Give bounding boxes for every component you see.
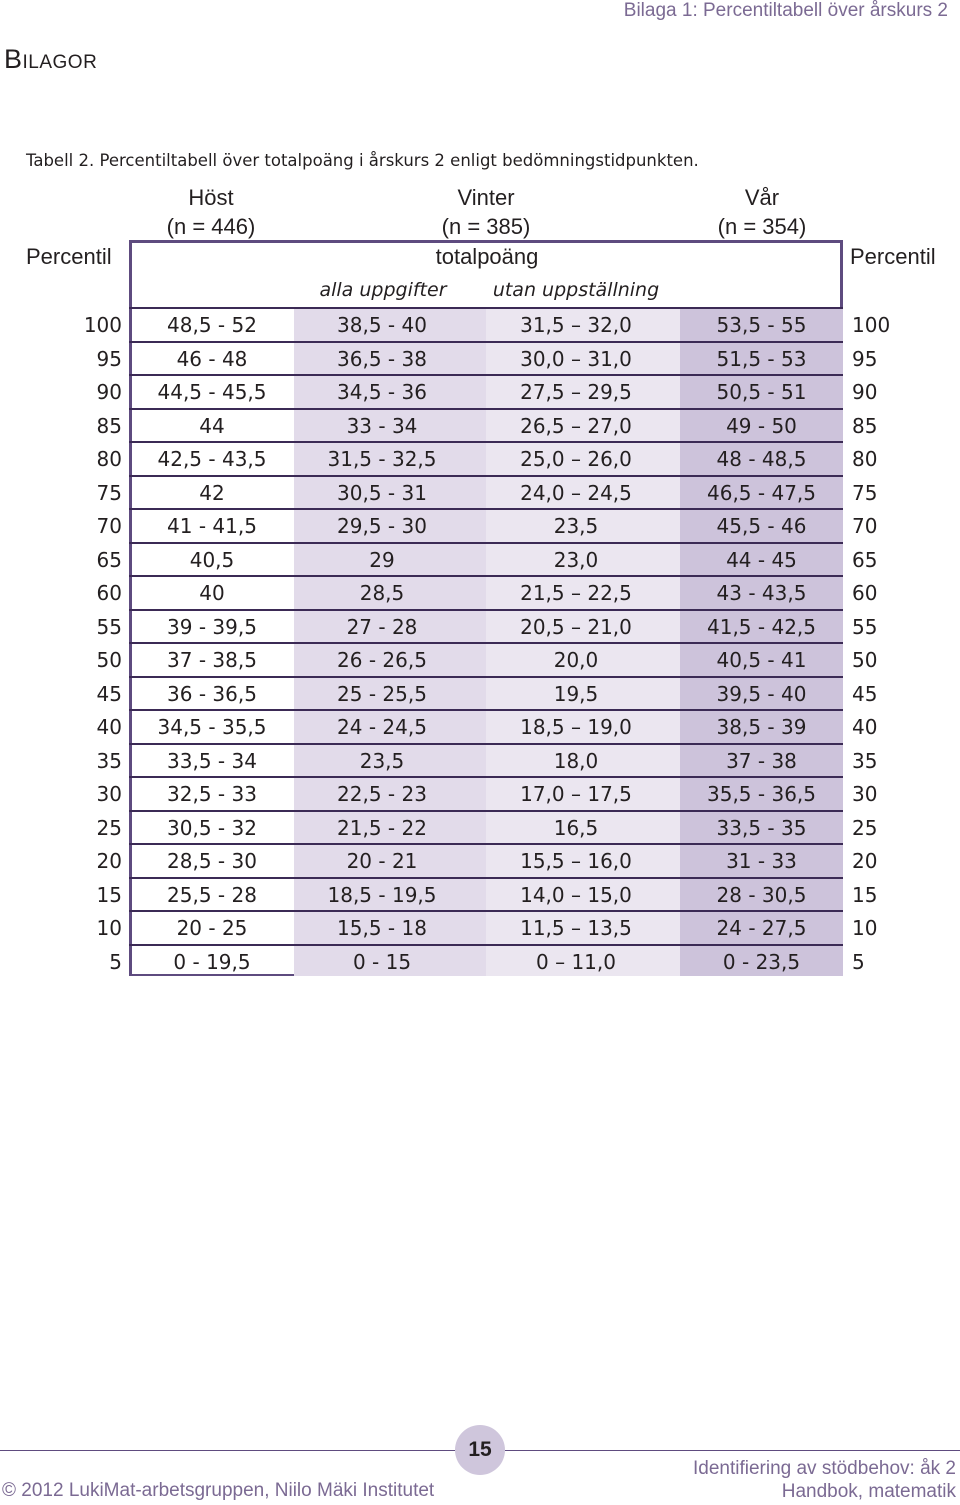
- percentile-left-cell: 15: [96, 882, 122, 907]
- host-cell: 28,5 - 30: [167, 849, 257, 873]
- percentile-left-cell: 90: [96, 380, 122, 404]
- page-number-badge: 15: [455, 1425, 505, 1475]
- utan-uppstallning-cell: 16,5: [553, 815, 599, 840]
- subhead-alla-uppgifter: alla uppgifter: [319, 279, 447, 301]
- season-header-var: [682, 183, 842, 241]
- host-cell: 25,5 - 28: [167, 882, 257, 907]
- percentile-left-cell: 100: [83, 313, 122, 337]
- var-cell: 38,5 - 39: [716, 715, 807, 739]
- percentile-right-cell: 70: [852, 514, 878, 538]
- percentile-right-cell: 100: [852, 313, 891, 337]
- percentile-right-cell: 90: [852, 380, 878, 404]
- host-cell: 30,5 - 32: [167, 815, 257, 840]
- season-header-host: [131, 183, 291, 241]
- percentile-right-cell: 30: [852, 782, 878, 806]
- host-cell: 40,5: [189, 547, 235, 572]
- percentile-left-cell: 85: [96, 413, 122, 438]
- percentile-left-cell: 55: [96, 614, 122, 639]
- utan-uppstallning-cell: 26,5 – 27,0: [520, 413, 632, 438]
- running-head: Bilaga 1: Percentiltabell över årskurs 2: [623, 0, 948, 21]
- host-cell: 40: [199, 581, 225, 605]
- utan-uppstallning-cell: 27,5 – 29,5: [520, 380, 632, 404]
- percentile-right-cell: 5: [852, 949, 865, 974]
- utan-uppstallning-cell: 30,0 – 31,0: [520, 346, 632, 371]
- totalpoang-label: totalpoäng: [435, 244, 539, 269]
- host-cell: 46 - 48: [176, 346, 248, 371]
- utan-uppstallning-cell: 19,5: [553, 681, 599, 706]
- season-n: (n = 354): [717, 214, 807, 239]
- alla-uppgifter-cell: 36,5 - 38: [337, 346, 427, 371]
- alla-uppgifter-cell: 27 - 28: [346, 614, 418, 639]
- utan-uppstallning-cell: 21,5 – 22,5: [520, 581, 632, 605]
- alla-uppgifter-cell: 21,5 - 22: [337, 815, 427, 840]
- percentile-right-cell: 80: [852, 447, 878, 471]
- percentile-left-cell: 40: [96, 715, 122, 739]
- alla-uppgifter-cell: 25 - 25,5: [337, 681, 427, 706]
- percentile-left-cell: 5: [109, 949, 122, 974]
- alla-uppgifter-cell: 29: [369, 547, 395, 572]
- utan-uppstallning-cell: 0 – 11,0: [536, 949, 616, 974]
- footer-rule-right: [505, 1450, 960, 1451]
- var-cell: 40,5 - 41: [716, 648, 807, 672]
- var-cell: 39,5 - 40: [716, 681, 807, 706]
- var-cell: 41,5 - 42,5: [707, 614, 816, 639]
- percentile-right-cell: 25: [852, 815, 878, 840]
- host-cell: 0 - 19,5: [173, 949, 251, 974]
- utan-uppstallning-cell: 20,5 – 21,0: [520, 614, 632, 639]
- alla-uppgifter-cell: 0 - 15: [352, 949, 412, 974]
- percentile-right-cell: 55: [852, 614, 878, 639]
- host-cell: 44: [199, 413, 225, 438]
- var-cell: 53,5 - 55: [716, 313, 807, 337]
- percentile-left-cell: 20: [96, 849, 122, 873]
- percentile-right-cell: 65: [852, 547, 878, 572]
- percentile-right-cell: 50: [852, 648, 878, 672]
- var-cell: 35,5 - 36,5: [707, 782, 816, 806]
- utan-uppstallning-cell: 17,0 – 17,5: [520, 782, 632, 806]
- season-name: Höst: [188, 185, 234, 210]
- season-header-vinter: [406, 183, 566, 241]
- host-cell: 39 - 39,5: [167, 614, 257, 639]
- percentile-right-cell: 95: [852, 346, 878, 371]
- alla-uppgifter-cell: 38,5 - 40: [337, 313, 427, 337]
- alla-uppgifter-cell: 28,5: [359, 581, 405, 605]
- table-caption: Tabell 2. Percentiltabell över totalpoäng i årskurs 2 enligt bedömningstidpunkten.: [26, 151, 699, 170]
- percentile-right-cell: 45: [852, 681, 878, 706]
- footer-copyright: © 2012 LukiMat-arbetsgruppen, Niilo Mäki Institutet: [2, 1480, 435, 1501]
- host-cell: 44,5 - 45,5: [157, 380, 267, 404]
- percentile-left-cell: 30: [96, 782, 122, 806]
- alla-uppgifter-cell: 22,5 - 23: [337, 782, 427, 806]
- utan-uppstallning-cell: 18,0: [553, 748, 599, 773]
- percentile-right-cell: 15: [852, 882, 878, 907]
- utan-uppstallning-cell: 31,5 – 32,0: [520, 313, 632, 337]
- host-cell: 33,5 - 34: [167, 748, 257, 773]
- percentile-right-cell: 20: [852, 849, 878, 873]
- var-cell: 33,5 - 35: [716, 815, 807, 840]
- percentile-right-cell: 35: [852, 748, 878, 773]
- utan-uppstallning-cell: 20,0: [553, 648, 599, 672]
- section-title: Bilagor: [4, 44, 98, 74]
- alla-uppgifter-cell: 34,5 - 36: [337, 380, 427, 404]
- var-cell: 28 - 30,5: [716, 882, 807, 907]
- season-n: (n = 385): [441, 214, 531, 239]
- footer-book-line: Handbok, matematik: [781, 1481, 956, 1502]
- utan-uppstallning-cell: 23,5: [553, 514, 599, 538]
- percentile-right-cell: 85: [852, 413, 878, 438]
- percentile-right-cell: 60: [852, 581, 878, 605]
- var-cell: 51,5 - 53: [716, 346, 807, 371]
- percentile-left-cell: 50: [96, 648, 122, 672]
- alla-uppgifter-cell: 18,5 - 19,5: [327, 882, 437, 907]
- percentile-left-cell: 25: [96, 815, 122, 840]
- host-cell: 36 - 36,5: [167, 681, 257, 706]
- percentile-right-cell: 40: [852, 715, 878, 739]
- alla-uppgifter-cell: 33 - 34: [346, 413, 418, 438]
- utan-uppstallning-cell: 15,5 – 16,0: [520, 849, 632, 873]
- var-cell: 31 - 33: [726, 849, 797, 873]
- var-cell: 48 - 48,5: [716, 447, 807, 471]
- percentile-left-cell: 70: [96, 514, 122, 538]
- percentile-left-cell: 35: [96, 748, 122, 773]
- percentile-left-cell: 95: [96, 346, 122, 371]
- footer-book-title: [693, 1457, 956, 1503]
- var-cell: 24 - 27,5: [716, 916, 807, 940]
- var-cell: 37 - 38: [726, 748, 797, 773]
- host-cell: 42,5 - 43,5: [157, 447, 267, 471]
- host-cell: 32,5 - 33: [167, 782, 257, 806]
- var-cell: 45,5 - 46: [716, 514, 807, 538]
- percentile-left-cell: 10: [96, 916, 122, 940]
- alla-uppgifter-cell: 15,5 - 18: [337, 916, 427, 940]
- var-cell: 43 - 43,5: [716, 581, 807, 605]
- var-cell: 50,5 - 51: [716, 380, 807, 404]
- percentile-left-cell: 60: [96, 581, 122, 605]
- host-cell: 42: [199, 480, 225, 505]
- utan-uppstallning-cell: 23,0: [553, 547, 599, 572]
- percentil-label-right: Percentil: [850, 244, 936, 269]
- alla-uppgifter-cell: 24 - 24,5: [337, 715, 427, 739]
- footer-book-line: Identifiering av stödbehov: åk 2: [692, 1458, 956, 1479]
- var-cell: 46,5 - 47,5: [707, 480, 816, 505]
- utan-uppstallning-cell: 24,0 – 24,5: [520, 480, 632, 505]
- season-name: Vår: [744, 185, 780, 210]
- alla-uppgifter-cell: 23,5: [359, 748, 405, 773]
- host-cell: 48,5 - 52: [167, 313, 257, 337]
- percentile-right-cell: 10: [852, 916, 878, 940]
- utan-uppstallning-cell: 11,5 – 13,5: [520, 916, 632, 940]
- host-cell: 41 - 41,5: [167, 514, 257, 538]
- host-cell: 20 - 25: [176, 916, 248, 940]
- percentile-left-cell: 65: [96, 547, 122, 572]
- utan-uppstallning-cell: 25,0 – 26,0: [520, 447, 632, 471]
- percentile-right-cell: 75: [852, 480, 878, 505]
- alla-uppgifter-cell: 29,5 - 30: [337, 514, 427, 538]
- alla-uppgifter-cell: 20 - 21: [346, 849, 418, 873]
- footer-rule-left: [0, 1450, 455, 1451]
- var-cell: 49 - 50: [726, 413, 797, 438]
- percentile-left-cell: 80: [96, 447, 122, 471]
- var-cell: 44 - 45: [726, 547, 797, 572]
- host-cell: 37 - 38,5: [167, 648, 257, 672]
- alla-uppgifter-cell: 31,5 - 32,5: [327, 447, 437, 471]
- percentil-label-left: Percentil: [26, 244, 112, 269]
- alla-uppgifter-cell: 26 - 26,5: [337, 648, 427, 672]
- season-n: (n = 446): [166, 214, 256, 239]
- percentile-left-cell: 45: [96, 681, 122, 706]
- alla-uppgifter-cell: 30,5 - 31: [337, 480, 427, 505]
- season-name: Vinter: [457, 185, 515, 210]
- utan-uppstallning-cell: 18,5 – 19,0: [520, 715, 632, 739]
- var-cell: 0 - 23,5: [722, 949, 801, 974]
- host-cell: 34,5 - 35,5: [157, 715, 267, 739]
- percentile-left-cell: 75: [96, 480, 122, 505]
- subhead-utan-uppstallning: utan uppställning: [492, 279, 660, 301]
- utan-uppstallning-cell: 14,0 – 15,0: [520, 882, 632, 907]
